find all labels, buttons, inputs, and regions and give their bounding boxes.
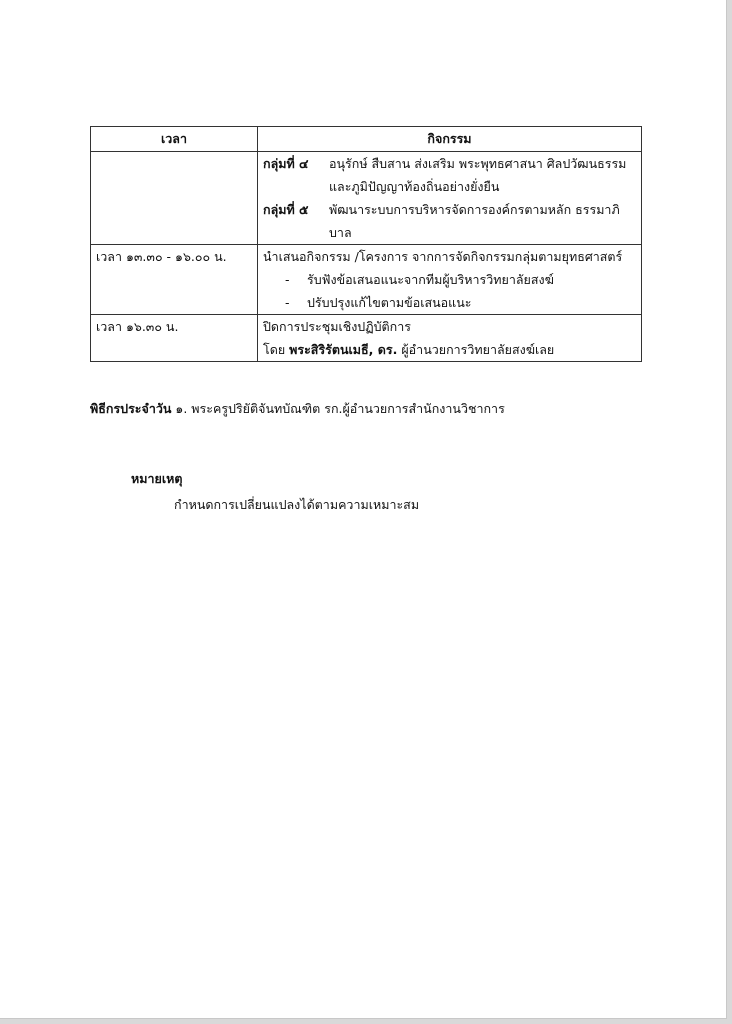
activity-cell [258, 245, 642, 315]
table-header-row [91, 127, 642, 152]
time-cell [91, 152, 258, 245]
note-text: กำหนดการเปลี่ยนแปลงได้ตามความเหมาะสม [174, 497, 420, 512]
ceremony-line [90, 397, 505, 420]
note-title: หมายเหตุ [131, 471, 183, 486]
ceremony-label: พิธีกรประจำวัน [90, 401, 172, 416]
bullet-text: รับฟังข้อเสนอแนะจากทีมผู้บริหารวิทยาลัยสงฆ์ [307, 272, 554, 287]
time-cell: เวลา ๑๖.๓๐ น. [91, 315, 258, 362]
group-label: กลุ่มที่ ๔ [263, 156, 309, 171]
table-row [91, 245, 642, 315]
table-row [91, 152, 642, 245]
header-activity: กิจกรรม [258, 127, 642, 152]
ceremony-text: ๑. พระครูปริยัติจันทบัณฑิต รก.ผู้อำนวยการสำนักงานวิชาการ [175, 401, 505, 416]
schedule-table [90, 126, 642, 362]
by-prefix: โดย [263, 342, 286, 357]
group-label: กลุ่มที่ ๕ [263, 202, 309, 217]
group-item [263, 152, 636, 198]
by-title: ผู้อำนวยการวิทยาลัยสงฆ์เลย [401, 342, 555, 357]
table-row [91, 315, 642, 362]
bullet-marker: - [285, 295, 290, 310]
activity-cell [258, 315, 642, 362]
bullet-item [263, 291, 636, 314]
closing-by-line [263, 338, 636, 361]
group-item [263, 198, 636, 244]
closing-line: ปิดการประชุมเชิงปฏิบัติการ [263, 319, 411, 334]
header-time: เวลา [91, 127, 258, 152]
activity-cell [258, 152, 642, 245]
activity-main: นำเสนอกิจกรรม /โครงการ จากการจัดกิจกรรมกลุ่มตามยุทธศาสตร์ [263, 249, 623, 264]
time-cell: เวลา ๑๓.๓๐ - ๑๖.๐๐ น. [91, 245, 258, 315]
bullet-marker: - [285, 272, 290, 287]
bullet-text: ปรับปรุงแก้ไขตามข้อเสนอแนะ [307, 295, 472, 310]
bullet-item [263, 268, 636, 291]
group-text: อนุรักษ์ สืบสาน ส่งเสริม พระพุทธศาสนา ศิลปวัฒนธรรม และภูมิปัญญาท้องถิ่นอย่างยั่งยืน [329, 156, 627, 194]
group-text: พัฒนาระบบการบริหารจัดการองค์กรตามหลัก ธรรมาภิบาล [329, 202, 620, 240]
by-name: พระสิริรัตนเมธี, ดร. [289, 342, 398, 357]
